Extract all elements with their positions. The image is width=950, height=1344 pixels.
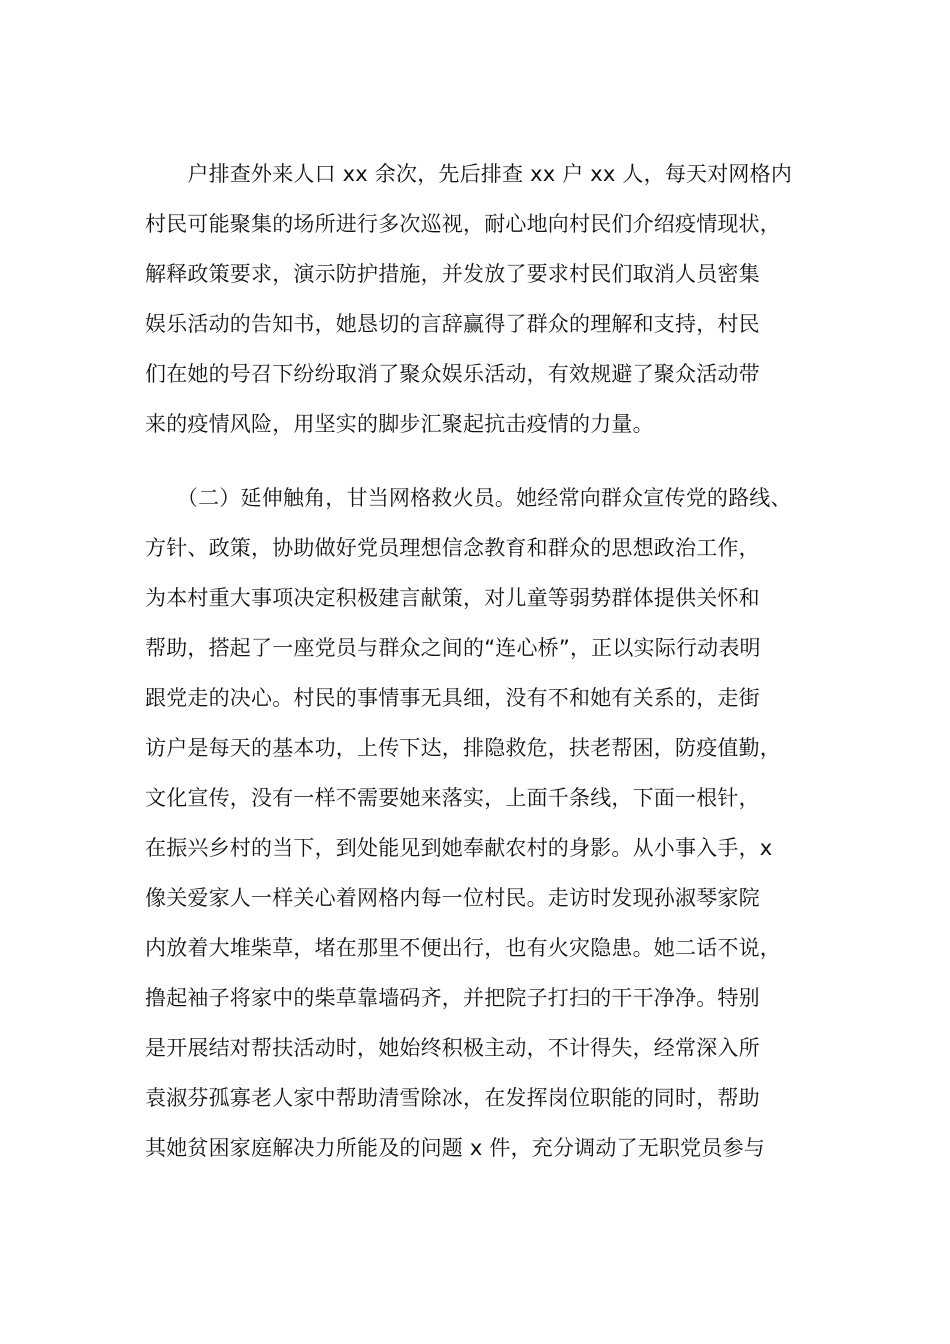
text-line: 户排查外来人口 xx 余次，先后排查 xx 户 xx 人，每天对网格内 (145, 162, 793, 186)
text-line: 为本村重大事项决定积极建言献策，对儿童等弱势群体提供关怀和 (145, 586, 760, 610)
text-line: 是开展结对帮扶活动时，她始终积极主动，不计得失，经常深入所 (145, 1036, 760, 1060)
paragraph-1 (145, 149, 825, 449)
text-line: 村民可能聚集的场所进行多次巡视，耐心地向村民们介绍疫情现状， (145, 212, 781, 236)
document-body (145, 149, 825, 1173)
text-line: 文化宣传，没有一样不需要她来落实，上面千条线，下面一根针， (145, 786, 760, 810)
text-line: 其她贫困家庭解决力所能及的问题 x 件，充分调动了无职党员参与 (145, 1136, 765, 1160)
text-line: 帮助，搭起了一座党员与群众之间的“连心桥”，正以实际行动表明 (145, 636, 761, 660)
text-line: 跟党走的决心。村民的事情事无具细，没有不和她有关系的，走街 (145, 686, 760, 710)
text-line: 撸起袖子将家中的柴草靠墙码齐，并把院子打扫的干干净净。特别 (145, 986, 760, 1010)
text-line: 们在她的号召下纷纷取消了聚众娱乐活动，有效规避了聚众活动带 (145, 362, 760, 386)
text-line: 方针、政策，协助做好党员理想信念教育和群众的思想政治工作， (145, 536, 760, 560)
text-line: 娱乐活动的告知书，她恳切的言辞赢得了群众的理解和支持，村民 (145, 312, 760, 336)
text-line: 访户是每天的基本功，上传下达，排隐救危，扶老帮困，防疫值勤， (145, 736, 781, 760)
text-line: 在振兴乡村的当下，到处能见到她奉献农村的身影。从小事入手，x (145, 836, 773, 860)
text-line: 内放着大堆柴草，堵在那里不便出行，也有火灾隐患。她二话不说， (145, 936, 781, 960)
text-line: 袁淑芬孤寡老人家中帮助清雪除冰，在发挥岗位职能的同时，帮助 (145, 1086, 760, 1110)
text-line: 来的疫情风险，用坚实的脚步汇聚起抗击疫情的力量。 (145, 412, 654, 436)
text-line: 解释政策要求，演示防护措施，并发放了要求村民们取消人员密集 (145, 262, 760, 286)
text-line: 像关爱家人一样关心着网格内每一位村民。走访时发现孙淑琴家院 (145, 886, 760, 910)
paragraph-2 (145, 473, 825, 1173)
text-line: （二）延伸触角，甘当网格救火员。她经常向群众宣传党的路线、 (145, 486, 792, 510)
